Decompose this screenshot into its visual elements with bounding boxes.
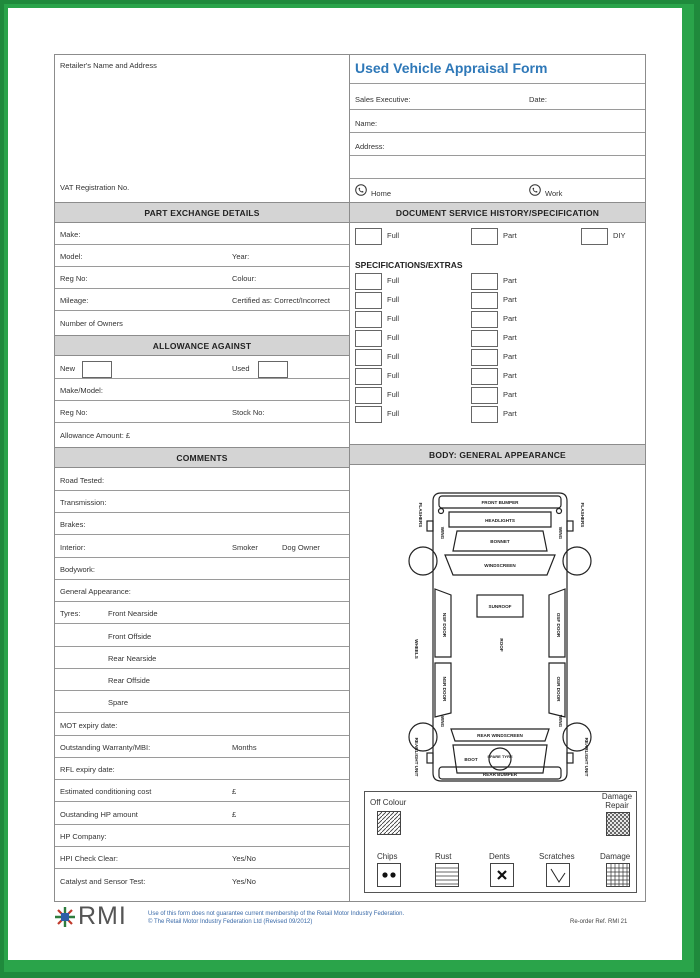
disclaimer-2: © The Retail Motor Industry Federation Ltd (Revised 09/2012) bbox=[148, 919, 313, 925]
label-rearlight-left: REARLIGHT UNIT bbox=[414, 737, 419, 777]
spec-full-label: Full bbox=[387, 371, 400, 380]
label-headlights: HEADLIGHTS bbox=[485, 518, 515, 523]
front-nearside-label: Front Nearside bbox=[108, 609, 158, 618]
spec-part-label: Part bbox=[503, 333, 517, 342]
spec-full-label: Full bbox=[387, 314, 400, 323]
mot-label: MOT expiry date: bbox=[60, 721, 118, 730]
rear-offside-label: Rear Offside bbox=[108, 676, 150, 685]
spec-full-label: Full bbox=[387, 333, 400, 342]
spec-part-checkbox[interactable] bbox=[471, 349, 498, 366]
disclaimer-1: Use of this form does not guarantee current membership of the Retail Motor Industry Federation. bbox=[148, 911, 405, 917]
spec-part-checkbox[interactable] bbox=[471, 406, 498, 423]
road-tested-label: Road Tested: bbox=[60, 476, 105, 485]
hp-amount-label: Oustanding HP amount bbox=[60, 810, 138, 819]
bodywork-label: Bodywork: bbox=[60, 565, 96, 574]
warranty-label: Outstanding Warranty/MBI: bbox=[60, 743, 151, 752]
damage-swatch bbox=[606, 863, 630, 887]
reg-label: Reg No: bbox=[60, 274, 88, 283]
damage-repair-swatch bbox=[606, 812, 630, 836]
label-spare-tyre: SPARE TYRE bbox=[487, 754, 513, 759]
spec-full-checkbox[interactable] bbox=[355, 292, 382, 309]
body-header: BODY: GENERAL APPEARANCE bbox=[350, 444, 645, 465]
scratches-label: Scratches bbox=[539, 852, 575, 861]
conditioning-pound: £ bbox=[232, 787, 237, 796]
interior-label: Interior: bbox=[60, 543, 86, 552]
label-wing-front-left: WING bbox=[440, 526, 445, 540]
chips-label: Chips bbox=[377, 852, 398, 861]
catalyst-label: Catalyst and Sensor Test: bbox=[60, 877, 146, 886]
spec-full-checkbox[interactable] bbox=[355, 349, 382, 366]
spec-part-checkbox[interactable] bbox=[471, 330, 498, 347]
spec-full-checkbox[interactable] bbox=[355, 330, 382, 347]
doc-part-label: Part bbox=[503, 231, 517, 240]
part-exchange-header: PART EXCHANGE DETAILS bbox=[55, 202, 349, 223]
spec-full-label: Full bbox=[387, 352, 400, 361]
label-rear-bumper: REAR BUMPER bbox=[482, 772, 518, 777]
form-page bbox=[8, 8, 682, 960]
front-offside-label: Front Offside bbox=[108, 632, 152, 641]
transmission-label: Transmission: bbox=[60, 498, 107, 507]
spec-part-checkbox[interactable] bbox=[471, 273, 498, 290]
rust-label: Rust bbox=[435, 852, 452, 861]
spec-part-label: Part bbox=[503, 276, 517, 285]
home-phone-icon bbox=[355, 184, 367, 196]
hpi-label: HPI Check Clear: bbox=[60, 854, 118, 863]
hp-company-label: HP Company: bbox=[60, 832, 107, 841]
damage-repair-label: Damage Repair bbox=[601, 792, 633, 810]
used-label: Used bbox=[232, 364, 250, 373]
allowance-reg-label: Reg No: bbox=[60, 408, 88, 417]
vat-label: VAT Registration No. bbox=[60, 183, 130, 192]
spec-full-checkbox[interactable] bbox=[355, 273, 382, 290]
brakes-label: Brakes: bbox=[60, 520, 86, 529]
owners-label: Number of Owners bbox=[60, 319, 123, 328]
rmi-logo-text: RMI bbox=[78, 902, 127, 930]
chips-swatch bbox=[377, 863, 401, 887]
label-nsf-door: NSF DOOR bbox=[442, 612, 447, 638]
work-label: Work bbox=[545, 189, 563, 198]
label-osr-door: OSR DOOR bbox=[556, 676, 561, 702]
label-wing-rear-right: WING bbox=[558, 714, 563, 728]
new-label: New bbox=[60, 364, 76, 373]
spec-full-checkbox[interactable] bbox=[355, 387, 382, 404]
spec-full-label: Full bbox=[387, 295, 400, 304]
allowance-amount-label: Allowance Amount: £ bbox=[60, 431, 131, 440]
spec-part-checkbox[interactable] bbox=[471, 387, 498, 404]
spec-part-label: Part bbox=[503, 314, 517, 323]
label-front-bumper: FRONT BUMPER bbox=[481, 500, 519, 505]
mileage-label: Mileage: bbox=[60, 296, 89, 305]
make-label: Make: bbox=[60, 230, 81, 239]
home-label: Home bbox=[371, 189, 392, 198]
dents-swatch bbox=[490, 863, 514, 887]
spec-part-label: Part bbox=[503, 295, 517, 304]
smoker-label: Smoker bbox=[232, 543, 258, 552]
hp-pound: £ bbox=[232, 810, 237, 819]
car-body-diagram bbox=[405, 485, 595, 790]
spec-full-checkbox[interactable] bbox=[355, 406, 382, 423]
label-nsr-door: NSR DOOR bbox=[442, 676, 447, 702]
label-wing-front-right: WING bbox=[558, 526, 563, 540]
name-label: Name: bbox=[355, 119, 378, 128]
spec-part-checkbox[interactable] bbox=[471, 292, 498, 309]
allowance-header: ALLOWANCE AGAINST bbox=[55, 335, 349, 356]
doc-diy-checkbox[interactable] bbox=[581, 228, 608, 245]
spec-part-label: Part bbox=[503, 390, 517, 399]
spec-part-label: Part bbox=[503, 371, 517, 380]
label-rearlight-right: REARLIGHT UNIT bbox=[584, 737, 589, 777]
spec-part-label: Part bbox=[503, 352, 517, 361]
label-flashers-left: FLASHERS bbox=[418, 502, 423, 528]
doc-part-checkbox[interactable] bbox=[471, 228, 498, 245]
hpi-yes-no: Yes/No bbox=[232, 854, 256, 863]
appraisal-form bbox=[54, 54, 646, 902]
spec-part-checkbox[interactable] bbox=[471, 311, 498, 328]
damage-label: Damage bbox=[600, 852, 631, 861]
label-osf-door: OSF DOOR bbox=[556, 612, 561, 638]
damage-key-box bbox=[364, 791, 637, 893]
off-colour-label: Off Colour bbox=[370, 798, 407, 807]
label-boot: BOOT bbox=[464, 757, 478, 762]
general-appearance-label: General Appearance: bbox=[60, 587, 131, 596]
label-windscreen: WINDSCREEN bbox=[484, 563, 516, 568]
label-bonnet: BONNET bbox=[490, 539, 510, 544]
conditioning-cost-label: Estimated conditioning cost bbox=[60, 787, 152, 796]
spec-part-checkbox[interactable] bbox=[471, 368, 498, 385]
spec-full-label: Full bbox=[387, 409, 400, 418]
form-title: Used Vehicle Appraisal Form bbox=[355, 60, 548, 76]
column-divider bbox=[349, 55, 350, 901]
spec-full-checkbox[interactable] bbox=[355, 311, 382, 328]
scratches-swatch bbox=[546, 863, 570, 887]
address-label: Address: bbox=[355, 142, 385, 151]
spec-full-checkbox[interactable] bbox=[355, 368, 382, 385]
rmi-logo-icon bbox=[54, 906, 76, 928]
spec-part-label: Part bbox=[503, 409, 517, 418]
dog-owner-label: Dog Owner bbox=[282, 543, 320, 552]
rust-swatch bbox=[435, 863, 459, 887]
doc-diy-label: DIY bbox=[613, 231, 626, 240]
rfl-label: RFL expiry date: bbox=[60, 765, 115, 774]
used-checkbox[interactable] bbox=[258, 361, 288, 378]
tyres-label: Tyres: bbox=[60, 609, 81, 618]
model-label: Model: bbox=[60, 252, 83, 261]
date-label: Date: bbox=[529, 95, 547, 104]
doc-service-header: DOCUMENT SERVICE HISTORY/SPECIFICATION bbox=[350, 202, 645, 223]
reorder-ref: Re-order Ref. RMI 21 bbox=[570, 919, 628, 925]
spec-full-label: Full bbox=[387, 390, 400, 399]
spare-label: Spare bbox=[108, 698, 129, 707]
stock-label: Stock No: bbox=[232, 408, 265, 417]
year-label: Year: bbox=[232, 252, 250, 261]
spec-full-label: Full bbox=[387, 276, 400, 285]
off-colour-swatch bbox=[377, 811, 401, 835]
label-flashers-right: FLASHERS bbox=[580, 502, 585, 528]
dents-label: Dents bbox=[489, 852, 510, 861]
retailer-label: Retailer's Name and Address bbox=[60, 61, 157, 70]
catalyst-yes-no: Yes/No bbox=[232, 877, 256, 886]
label-rear-windscreen: REAR WINDSCREEN bbox=[477, 733, 523, 738]
doc-full-checkbox[interactable] bbox=[355, 228, 382, 245]
colour-label: Colour: bbox=[232, 274, 257, 283]
doc-full-label: Full bbox=[387, 231, 400, 240]
certified-label: Certified as: Correct/Incorrect bbox=[232, 296, 330, 305]
months-label: Months bbox=[232, 743, 257, 752]
work-phone-icon bbox=[529, 184, 541, 196]
label-roof: ROOF bbox=[499, 638, 504, 652]
label-wing-rear-left: WING bbox=[440, 714, 445, 728]
new-checkbox[interactable] bbox=[82, 361, 112, 378]
sales-executive-label: Sales Executive: bbox=[355, 95, 411, 104]
make-model-label: Make/Model: bbox=[60, 386, 103, 395]
comments-header: COMMENTS bbox=[55, 447, 349, 468]
label-sunroof: SUNROOF bbox=[488, 604, 512, 609]
rear-nearside-label: Rear Nearside bbox=[108, 654, 157, 663]
label-wheels: WHEELS bbox=[414, 639, 419, 659]
specs-header: SPECIFICATIONS/EXTRAS bbox=[355, 260, 463, 270]
